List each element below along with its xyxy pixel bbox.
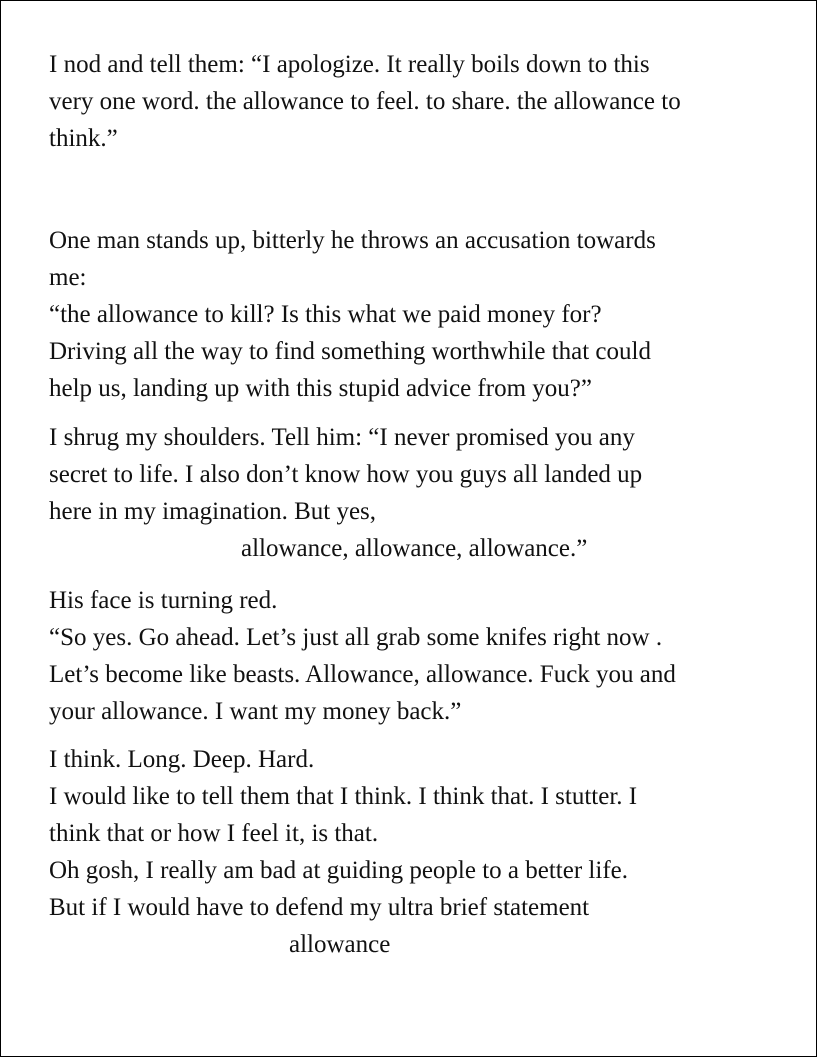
text-line: I would like to tell them that I think. I think that. I stutter. I: [49, 783, 638, 810]
indented-text-line: allowance, allowance, allowance.”: [241, 535, 588, 562]
text-line: very one word. the allowance to feel. to share. the allowance to: [49, 88, 681, 115]
text-line: think.”: [49, 125, 118, 152]
text-line: “the allowance to kill? Is this what we paid money for?: [49, 301, 602, 328]
paragraph-accusation: [49, 222, 784, 407]
text-line: One man stands up, bitterly he throws an accusation towards: [49, 227, 656, 254]
text-line: Oh gosh, I really am bad at guiding people to a better life.: [49, 857, 628, 884]
paragraph-thinking: [49, 741, 784, 963]
paragraph-red-face: [49, 582, 784, 730]
text-line: think that or how I feel it, is that.: [49, 820, 379, 847]
text-line: But if I would have to defend my ultra brief statement: [49, 894, 590, 921]
text-line: “So yes. Go ahead. Let’s just all grab some knifes right now .: [49, 624, 663, 651]
text-line: your allowance. I want my money back.”: [49, 698, 462, 725]
text-line: here in my imagination. But yes,: [49, 498, 377, 525]
text-line: His face is turning red.: [49, 587, 278, 614]
text-line: Let’s become like beasts. Allowance, allowance. Fuck you and: [49, 661, 676, 688]
text-line: I nod and tell them: “I apologize. It really boils down to this: [49, 51, 650, 78]
indented-text-line: allowance: [289, 931, 391, 958]
text-line: Driving all the way to find something worthwhile that could: [49, 338, 651, 365]
text-line: help us, landing up with this stupid advice from you?”: [49, 375, 592, 402]
paragraph-shrug: [49, 419, 784, 567]
text-line: I think. Long. Deep. Hard.: [49, 746, 315, 773]
text-line: I shrug my shoulders. Tell him: “I never promised you any: [49, 424, 635, 451]
text-line: secret to life. I also don’t know how you guys all landed up: [49, 461, 643, 488]
paragraph-apology: [49, 46, 784, 157]
text-line: me:: [49, 264, 87, 291]
